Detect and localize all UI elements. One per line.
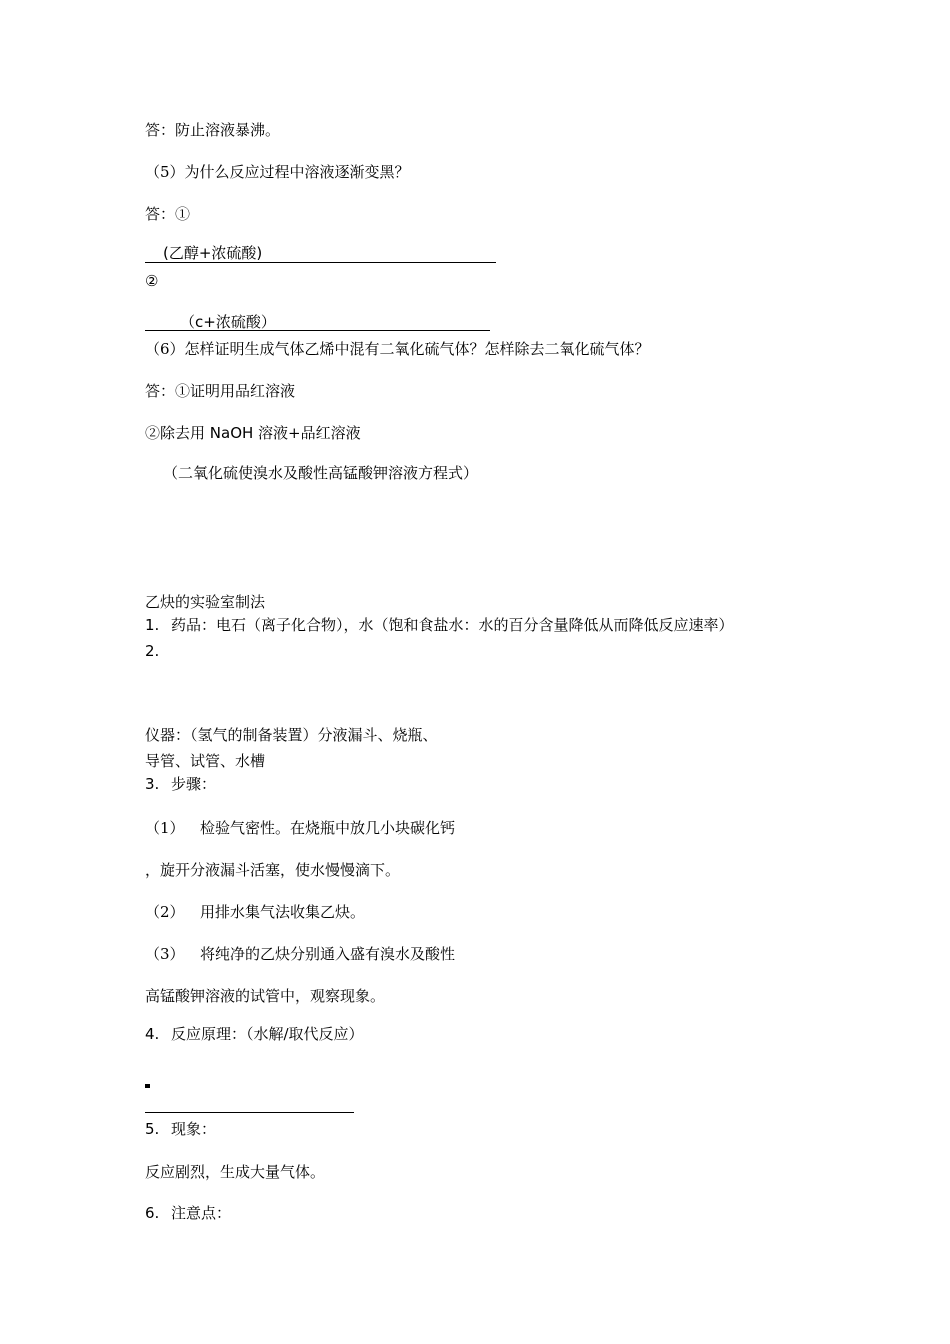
- item-4-number: 4.: [145, 1025, 160, 1043]
- answer-6-note: （二氧化硫使溴水及酸性高锰酸钾溶液方程式）: [163, 464, 479, 482]
- item-6: [145, 1203, 231, 1223]
- answer-5-label: 答：①: [145, 205, 191, 223]
- step-3-number: （3）: [145, 945, 185, 963]
- apparatus-line-2: 导管、试管、水槽: [145, 752, 266, 770]
- step-3-continued: 高锰酸钾溶液的试管中，观察现象。: [145, 987, 386, 1005]
- section-title: 乙炔的实验室制法: [145, 593, 266, 611]
- step-2-text: 用排水集气法收集乙炔。: [200, 903, 366, 921]
- phenomenon-text: 反应剧烈，生成大量气体。: [145, 1163, 326, 1181]
- equation-underline: [145, 1112, 354, 1113]
- step-3-text: 将纯净的乙炔分别通入盛有溴水及酸性: [200, 945, 456, 963]
- apparatus-line-1: 仪器：（氢气的制备装置）分液漏斗、烧瓶、: [145, 726, 438, 744]
- item-6-number: 6.: [145, 1204, 160, 1222]
- step-1-number: （1）: [145, 819, 185, 837]
- question-6: （6）怎样证明生成气体乙烯中混有二氧化硫气体？怎样除去二氧化硫气体？: [145, 340, 650, 358]
- answer-6-2-pre: ②除去用: [145, 424, 210, 442]
- item-5: [145, 1119, 216, 1139]
- fill-underline-2: [145, 330, 490, 331]
- item-1: [145, 615, 734, 635]
- item-2: [145, 641, 171, 661]
- naoh-text: NaOH: [209, 424, 254, 442]
- item-3: [145, 774, 216, 794]
- item-3-text: 步骤：: [171, 775, 217, 793]
- answer-6-1: 答：①证明用品红溶液: [145, 382, 296, 400]
- answer-4: 答：防止溶液暴沸。: [145, 121, 281, 139]
- item-4: [145, 1024, 364, 1044]
- item-5-number: 5.: [145, 1120, 160, 1138]
- question-5: （5）为什么反应过程中溶液逐渐变黑？: [145, 163, 410, 181]
- item-4-text: 反应原理：（水解/取代反应）: [171, 1025, 364, 1043]
- item-1-text: 药品：电石（离子化合物），水（饱和食盐水：水的百分含量降低从而降低反应速率）: [171, 616, 734, 634]
- item-6-text: 注意点：: [171, 1204, 232, 1222]
- answer-5-fill-1: (乙醇+浓硫酸): [163, 244, 263, 262]
- fill-underline-1: [145, 262, 496, 263]
- item-1-number: 1.: [145, 616, 160, 634]
- answer-6-2-post: 溶液+品红溶液: [253, 424, 361, 442]
- step-1-text: 检验气密性。在烧瓶中放几小块碳化钙: [200, 819, 456, 837]
- equation-placeholder-mark: [145, 1084, 150, 1088]
- answer-5-second: ②: [145, 272, 159, 290]
- answer-5-fill-2: （c+浓硫酸）: [180, 313, 276, 331]
- step-2-number: （2）: [145, 903, 185, 921]
- step-2: [145, 902, 365, 922]
- answer-6-2: [145, 423, 361, 443]
- item-3-number: 3.: [145, 775, 160, 793]
- step-1: [145, 818, 455, 838]
- step-1-continued: ，旋开分液漏斗活塞，使水慢慢滴下。: [145, 861, 401, 879]
- item-5-text: 现象：: [171, 1120, 217, 1138]
- step-3: [145, 944, 455, 964]
- item-2-number: 2.: [145, 642, 160, 660]
